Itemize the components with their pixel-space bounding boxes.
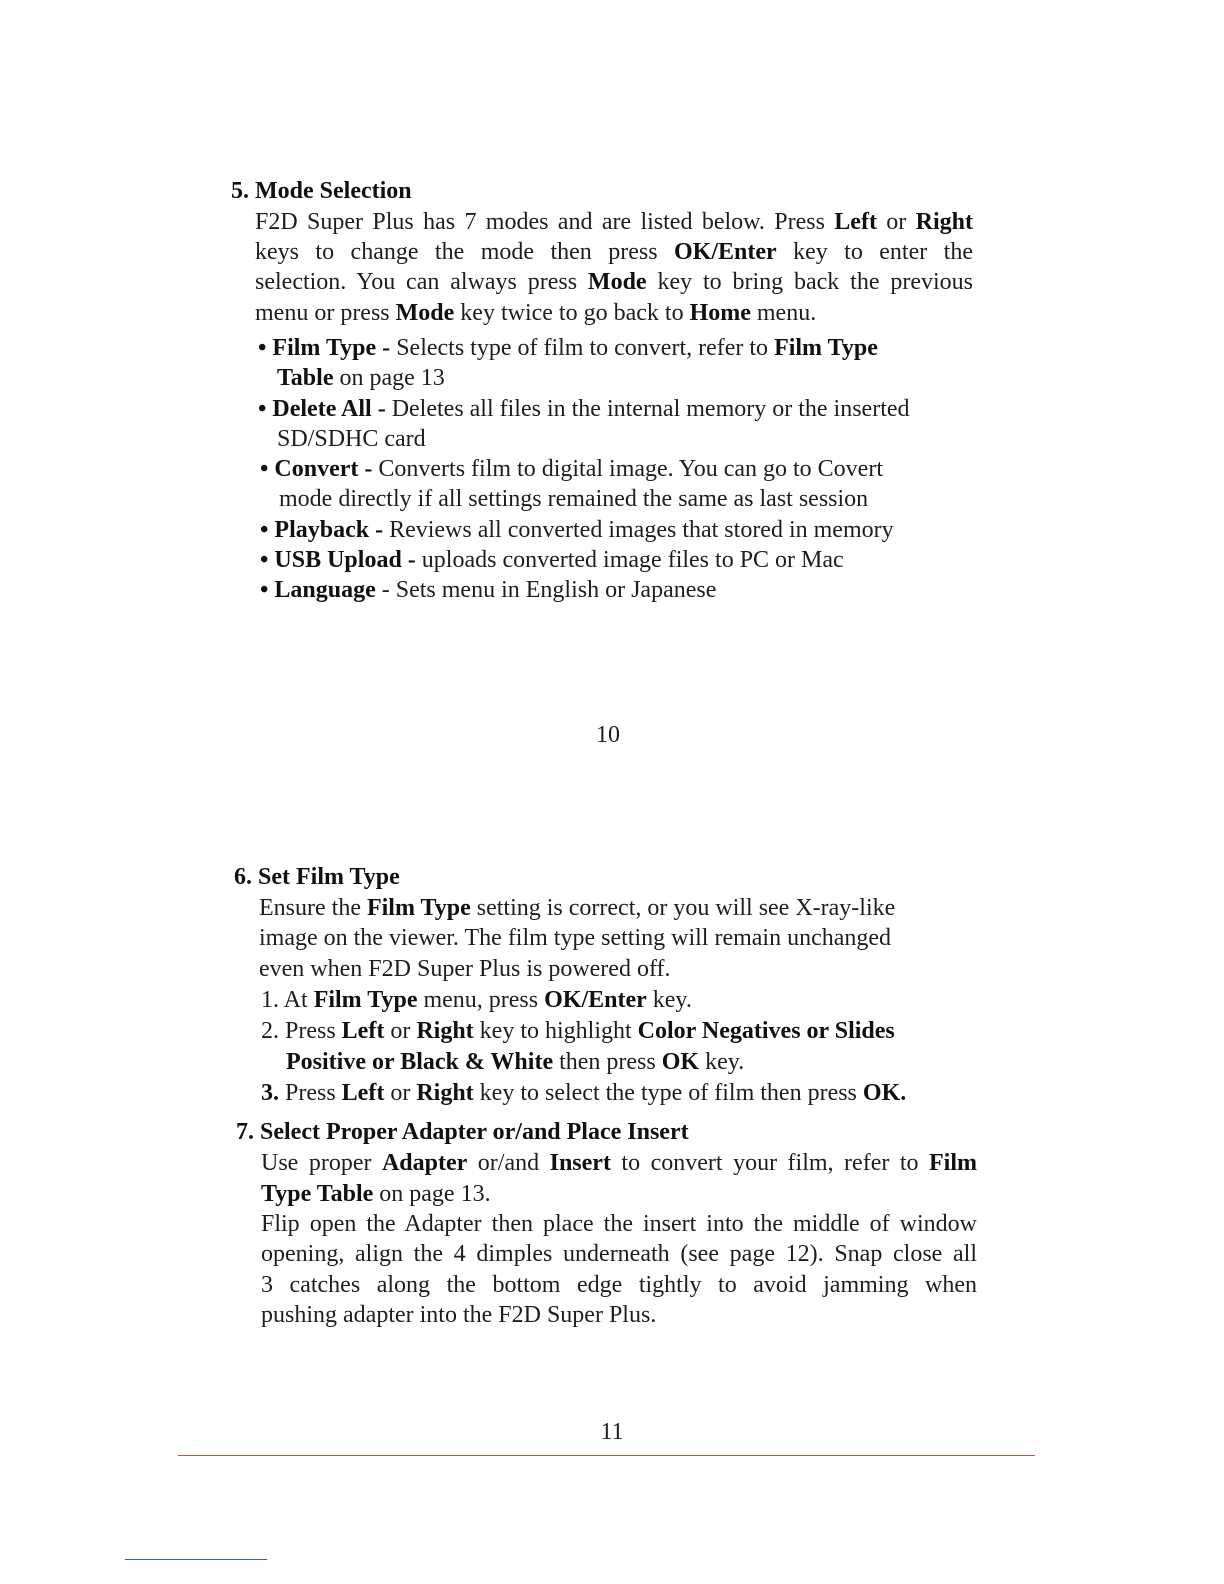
section-7-para-line-3: Flip open the Adapter then place the insert into the middle of window (261, 1211, 977, 1237)
bullet-film-type: • Film Type - Selects type of film to convert, refer to Film Type (258, 335, 878, 361)
section-6-para-line-1: Ensure the Film Type setting is correct, or you will see X-ray-like (259, 895, 896, 921)
section-6-heading: 6. Set Film Type (234, 864, 400, 890)
section-5-para-line-4: menu or press Mode key twice to go back to Home menu. (255, 300, 817, 326)
bullet-delete-all-cont: SD/SDHC card (277, 426, 426, 452)
footnote-rule (125, 1559, 267, 1560)
step-1: 1. At Film Type menu, press OK/Enter key. (261, 987, 692, 1013)
step-2-cont: Positive or Black & White then press OK key. (286, 1049, 745, 1075)
page-number-11: 11 (600, 1419, 624, 1445)
step-2: 2. Press Left or Right key to highlight Color Negatives or Slides (261, 1018, 895, 1044)
page-number-10: 10 (596, 722, 620, 748)
bullet-delete-all: • Delete All - Deletes all files in the internal memory or the inserted (258, 396, 910, 422)
bullet-convert: • Convert - Converts film to digital image. You can go to Covert (260, 456, 883, 482)
bullet-film-type-cont: Table on page 13 (277, 365, 445, 391)
bullet-playback: • Playback - Reviews all converted images that stored in memory (260, 517, 894, 543)
section-7-para-line-2: Type Table on page 13. (261, 1181, 491, 1207)
section-7-para-line-4: opening, align the 4 dimples underneath (see page 12). Snap close all (261, 1241, 977, 1267)
bullet-convert-cont: mode directly if all settings remained the same as last session (279, 486, 869, 512)
section-7-para-line-5: 3 catches along the bottom edge tightly to avoid jamming when (261, 1272, 977, 1298)
section-6-para-line-2: image on the viewer. The film type setting will remain unchanged (259, 925, 892, 951)
section-5-para-line-3: selection. You can always press Mode key to bring back the previous (255, 269, 973, 295)
step-3: 3. Press Left or Right key to select the type of film then press OK. (261, 1080, 907, 1106)
section-7-para-line-6: pushing adapter into the F2D Super Plus. (261, 1302, 657, 1328)
section-5-heading: 5. Mode Selection (231, 178, 412, 204)
section-5-para-line-2: keys to change the mode then press OK/Enter key to enter the (255, 239, 974, 265)
section-6-para-line-3: even when F2D Super Plus is powered off. (259, 956, 671, 982)
bullet-usb-upload: • USB Upload - uploads converted image files to PC or Mac (260, 547, 844, 573)
bullet-language: • Language - Sets menu in English or Japanese (260, 577, 717, 603)
footer-divider (178, 1455, 1035, 1456)
section-7-para-line-1: Use proper Adapter or/and Insert to convert your film, refer to Film (261, 1150, 977, 1176)
section-5-para-line-1: F2D Super Plus has 7 modes and are listed below. Press Left or Right (255, 209, 973, 235)
section-7-heading: 7. Select Proper Adapter or/and Place Insert (236, 1119, 689, 1145)
